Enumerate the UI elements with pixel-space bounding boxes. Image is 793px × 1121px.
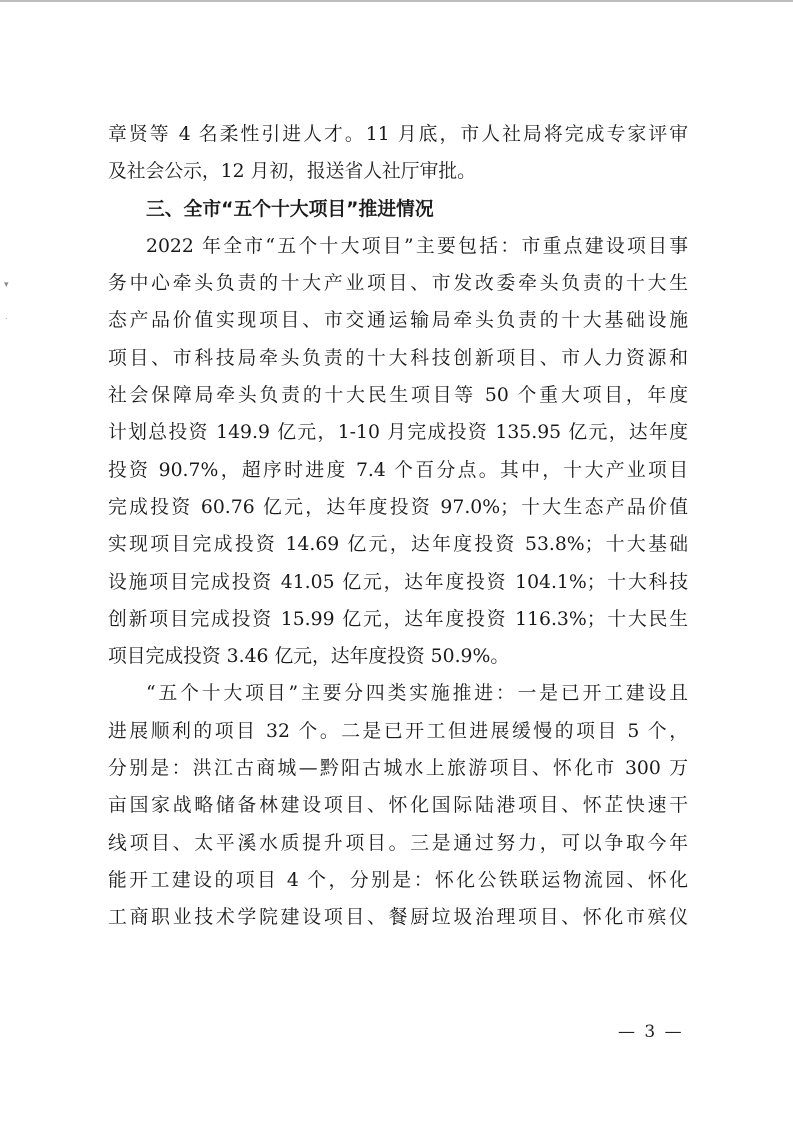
- text-line: 项目、市科技局牵头负责的十大科技创新项目、市人力资源和: [108, 347, 688, 369]
- scan-mark: ▾: [4, 280, 9, 290]
- text-line: “五个十大项目”主要分四类实施推进：一是已开工建设且: [146, 683, 688, 705]
- text-line: 2022 年全市“五个十大项目”主要包括：市重点建设项目事: [146, 235, 688, 257]
- text-line: 计划总投资 149.9 亿元，1-10 月完成投资 135.95 亿元，达年度: [108, 422, 688, 444]
- page-top-edge: [0, 0, 793, 2]
- text-line: 能开工建设的项目 4 个，分别是：怀化公铁联运物流园、怀化: [108, 869, 688, 891]
- text-line: 章贤等 4 名柔性引进人才。11 月底，市人社局将完成专家评审: [108, 124, 688, 145]
- text-line: 设施项目完成投资 41.05 亿元，达年度投资 104.1%；十大科技: [108, 571, 688, 593]
- text-line: 完成投资 60.76 亿元，达年度投资 97.0%；十大生态产品价值: [108, 496, 688, 518]
- scan-mark: ˙: [4, 318, 9, 328]
- section-heading: 三、全市“五个十大项目”推进情况: [146, 198, 434, 220]
- text-line: 项目完成投资 3.46 亿元，达年度投资 50.9%。: [108, 646, 510, 668]
- text-line: 社会保障局牵头负责的十大民生项目等 50 个重大项目，年度: [108, 385, 688, 407]
- text-line: 务中心牵头负责的十大产业项目、市发改委牵头负责的十大生: [108, 273, 688, 295]
- text-line: 亩国家战略储备林建设项目、怀化国际陆港项目、怀芷快速干: [108, 795, 688, 817]
- text-line: 线项目、太平溪水质提升项目。三是通过努力，可以争取今年: [108, 832, 688, 854]
- text-line: 分别是：洪江古商城—黔阳古城水上旅游项目、怀化市 300 万: [108, 758, 688, 780]
- text-line: 及社会公示，12 月初，报送省人社厅审批。: [108, 161, 476, 183]
- document-body: [108, 116, 688, 937]
- text-line: 态产品价值实现项目、市交通运输局牵头负责的十大基础设施: [108, 310, 688, 332]
- text-line: 实现项目完成投资 14.69 亿元，达年度投资 53.8%；十大基础: [108, 534, 688, 556]
- page-number: — 3 —: [618, 1022, 684, 1042]
- text-line: 进展顺利的项目 32 个。二是已开工但进展缓慢的项目 5 个，: [108, 720, 688, 742]
- text-line: 创新项目完成投资 15.99 亿元，达年度投资 116.3%；十大民生: [108, 608, 688, 630]
- text-line: 工商职业技术学院建设项目、餐厨垃圾治理项目、怀化市殡仪: [108, 907, 688, 929]
- text-line: 投资 90.7%，超序时进度 7.4 个百分点。其中，十大产业项目: [108, 459, 688, 481]
